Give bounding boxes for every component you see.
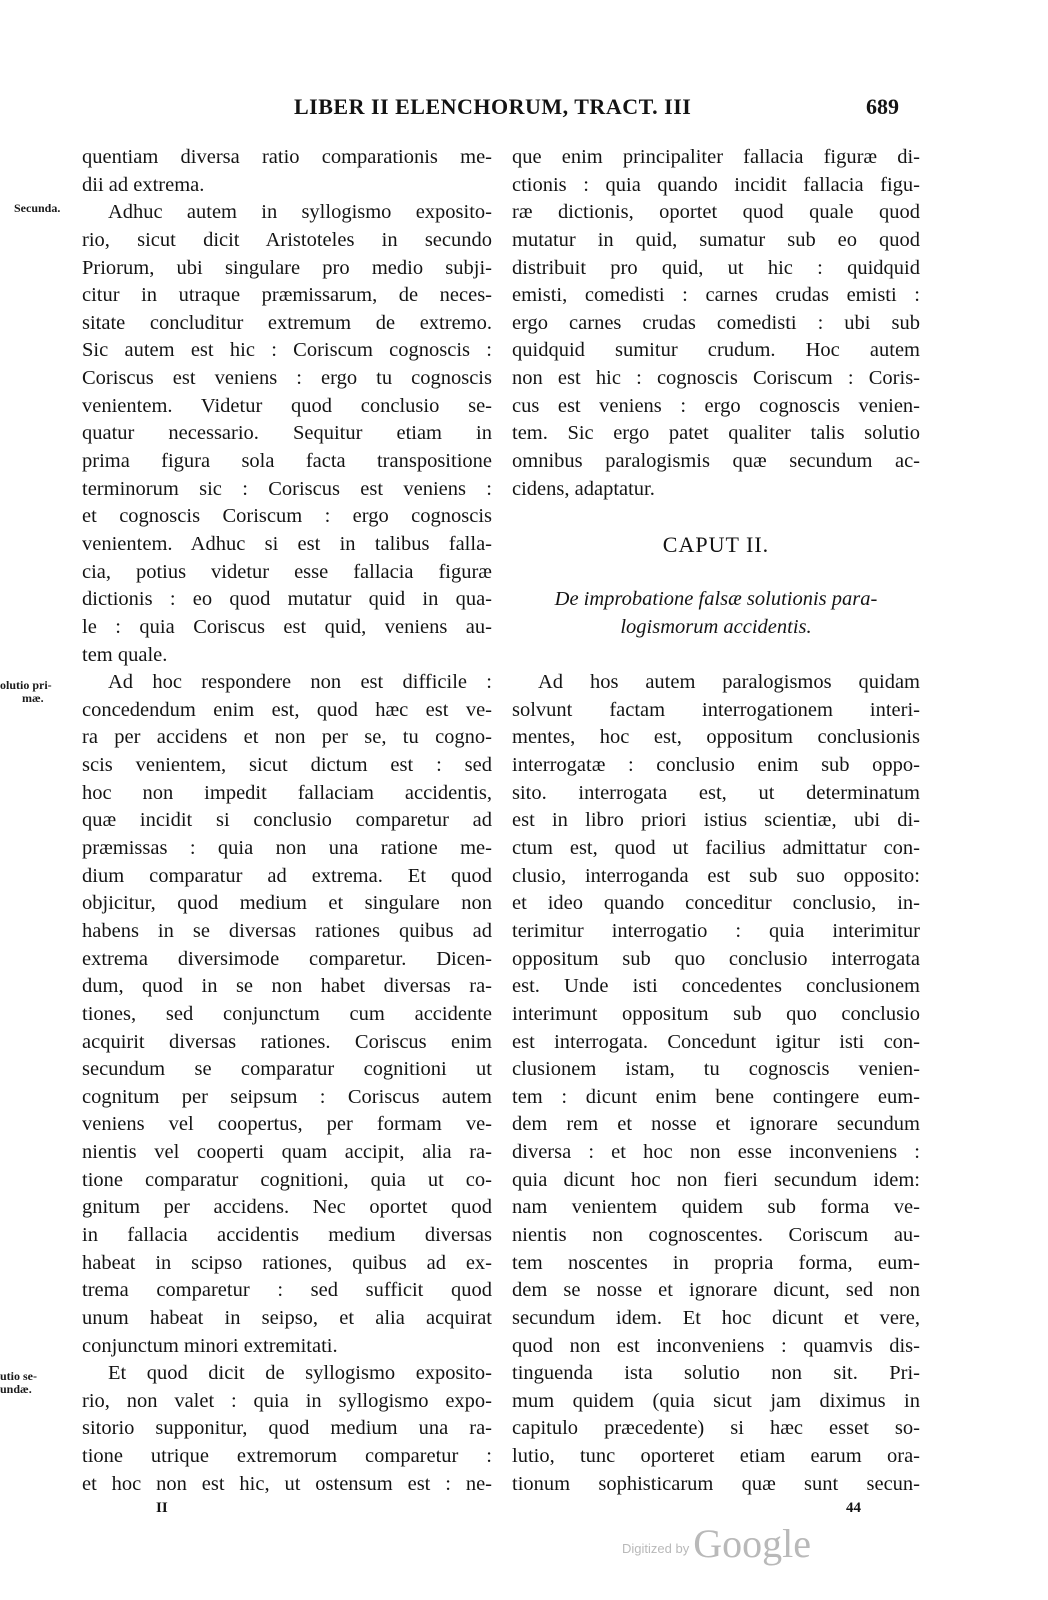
right-column-line: non est hic : cognoscis Coriscum : Coris-	[512, 367, 920, 390]
right-column-line: CAPUT II.	[662, 531, 770, 557]
left-column-line: rio, non valet : quia in syllogismo expo-	[82, 1389, 492, 1412]
left-column-line: rio, sicut dicit Aristoteles in secundo	[82, 228, 492, 251]
sheet-number: 44	[846, 1500, 861, 1516]
right-column-line: logismorum accidentis.	[620, 615, 812, 638]
left-column-line: Et quod dicit de syllogismo exposito-	[108, 1362, 492, 1385]
left-column-line: secundum se comparatur cognitioni ut	[82, 1058, 492, 1081]
right-column-line: tinguenda ista solutio non sit. Pri-	[512, 1362, 920, 1385]
left-column-line: Sic autem est hic : Coriscum cognoscis :	[82, 339, 492, 362]
left-column-line: dii ad extrema.	[82, 173, 205, 196]
left-column-line: venientem. Adhuc si est in talibus falla-	[82, 532, 492, 555]
left-column-line: cognitum per seipsum : Coriscus autem	[82, 1085, 492, 1108]
left-column-line: tiones, sed conjunctum cum accidente	[82, 1002, 492, 1025]
right-column-line: quia dicunt hoc non fieri secundum idem:	[512, 1168, 920, 1191]
right-column-line: est in libro priori istius scientiæ, ubi di-	[512, 809, 920, 832]
right-column-line: est interrogata. Concedunt igitur isti con-	[512, 1030, 920, 1053]
running-title: LIBER II ELENCHORUM, TRACT. III	[294, 94, 692, 119]
left-column-line: et cognoscis Coriscum : ergo cognoscis	[82, 505, 492, 528]
left-column-line: sitate concluditur extremum de extremo.	[82, 311, 492, 334]
left-column-line: tem quale.	[82, 643, 168, 666]
right-column-line: ergo carnes crudas comedisti : ubi sub	[512, 311, 920, 334]
right-column-line: sito. interrogata est, ut determinatum	[512, 781, 920, 804]
left-column-line: quentiam diversa ratio comparationis me-	[82, 146, 492, 168]
signature-mark: II	[156, 1500, 168, 1516]
right-column-line: diversa : et hoc non esse inconveniens :	[512, 1141, 920, 1164]
left-column-line: scis venientem, sicut dictum est : sed	[82, 754, 492, 777]
right-column-line: mentes, hoc est, oppositum conclusionis	[512, 726, 920, 749]
left-column-line: concedendum enim est, quod hæc est ve-	[82, 698, 492, 721]
right-column-line: tem. Sic ergo patet qualiter talis solutio	[512, 422, 920, 445]
right-column-line: ctionis : quia quando incidit fallacia figu-	[512, 173, 920, 196]
marginal-note-solutio-prima: olutio pri- mæ.	[0, 678, 52, 705]
right-column-line: tem : dicunt enim bene contingere eum-	[512, 1085, 920, 1108]
text-column-left	[82, 144, 492, 1498]
right-column-line: Ad hos autem paralogismos quidam	[538, 671, 920, 694]
right-column-line: cidens, adaptatur.	[512, 477, 655, 500]
right-column-line: et ideo quando conceditur conclusio, in-	[512, 892, 920, 915]
right-column-line: est. Unde isti concedentes conclusionem	[512, 975, 920, 998]
left-column-line: nientis vel cooperti quam accipit, alia ra-	[82, 1141, 492, 1164]
right-column-line: mutatur in quid, sumatur sub eo quod	[512, 228, 920, 251]
right-column-line: nam venientem quidem sub forma ve-	[512, 1196, 920, 1219]
right-column-line: De improbatione falsæ solutionis para-	[554, 588, 878, 611]
left-column-line: in fallacia accidentis medium diversas	[82, 1223, 492, 1246]
right-column-line: secundum idem. Et hoc dicunt et vere,	[512, 1306, 920, 1329]
text-column-right	[512, 144, 920, 1498]
right-column-line: que enim principaliter fallacia figuræ di-	[512, 146, 920, 168]
left-column-line: Adhuc autem in syllogismo exposito-	[108, 201, 492, 224]
left-column-line: habeat in scipso rationes, quibus ad ex-	[82, 1251, 492, 1274]
left-column-line: tione comparatur cognitioni, quia ut co-	[82, 1168, 492, 1191]
left-column-line: præmissas : quia non una ratione me-	[82, 837, 492, 860]
left-column-line: extrema diversimode comparetur. Dicen-	[82, 947, 492, 970]
right-column-line: ctum est, quod ut facilius admittatur con-	[512, 837, 920, 860]
right-column-line: lutio, tunc oporteret etiam earum ora-	[512, 1445, 920, 1468]
watermark-text: Digitized by	[622, 1541, 690, 1556]
left-column-line: Coriscus est veniens : ergo tu cognoscis	[82, 367, 492, 390]
page-number: 689	[866, 94, 899, 119]
right-column-line: solvunt factam interrogationem interi-	[512, 698, 920, 721]
right-column-line: nientis non cognoscentes. Coriscum au-	[512, 1223, 920, 1246]
right-column-line: terimitur interrogatio : quia interimitur	[512, 919, 920, 942]
right-column-line: emisti, comedisti : carnes crudas emisti :	[512, 284, 920, 307]
left-column-line: cia, potius videtur esse fallacia figuræ	[82, 560, 492, 583]
right-column-line: tem noscentes in propria forma, eum-	[512, 1251, 920, 1274]
left-column-line: dum, quod in se non habet diversas ra-	[82, 975, 492, 998]
right-column-line: tionum sophisticarum quæ sunt secun-	[512, 1472, 920, 1495]
running-head	[0, 94, 1048, 124]
left-column-line: citur in utraque præmissarum, de neces-	[82, 284, 492, 307]
right-column-line: oppositum sub quo conclusio interrogata	[512, 947, 920, 970]
right-column-line: clusionem istam, tu cognoscis venien-	[512, 1058, 920, 1081]
left-column-line: et hoc non est hic, ut ostensum est : ne-	[82, 1472, 492, 1495]
left-column-line: le : quia Coriscus est quid, veniens au-	[82, 615, 492, 638]
left-column-line: venientem. Videtur quod conclusio se-	[82, 394, 492, 417]
right-column-spacer	[512, 503, 920, 531]
right-column-line: dem se nosse et ignorare dicunt, sed non	[512, 1279, 920, 1302]
left-column-line: habens in se diversas rationes quibus ad	[82, 919, 492, 942]
left-column-line: acquirit diversas rationes. Coriscus enim	[82, 1030, 492, 1053]
left-column-line: sitorio supponitur, quod medium una ra-	[82, 1417, 492, 1440]
left-column-line: trema comparetur : sed sufficit quod	[82, 1279, 492, 1302]
marginal-note-secunda: Secunda.	[14, 201, 61, 215]
left-column-line: dium comparatur ad extrema. Et quod	[82, 864, 492, 887]
left-column-line: terminorum sic : Coriscus est veniens :	[82, 477, 492, 500]
left-column-line: unum habeat in seipso, et alia acquirat	[82, 1306, 492, 1329]
marginal-note-solutio-secunda: utio se- undæ.	[0, 1369, 37, 1396]
left-column-line: quæ incidit si conclusio comparetur ad	[82, 809, 492, 832]
google-logo: Google	[693, 1521, 811, 1566]
left-column-line: prima figura sola facta transpositione	[82, 450, 492, 473]
left-column-line: dictionis : eo quod mutatur quid in qua-	[82, 588, 492, 611]
left-column-line: ra per accidens et non per se, tu cogno-	[82, 726, 492, 749]
left-column-line: objicitur, quod medium et singulare non	[82, 892, 492, 915]
right-column-spacer	[512, 642, 920, 670]
left-column-line: tione utrique extremorum comparetur :	[82, 1445, 492, 1468]
right-column-line: cus est veniens : ergo cognoscis venien-	[512, 394, 920, 417]
right-column-line: dem rem et nosse et ignorare secundum	[512, 1113, 920, 1136]
right-column-spacer	[512, 559, 920, 587]
right-column-line: omnibus paralogismis quæ secundum ac-	[512, 450, 920, 473]
right-column-line: clusio, interroganda est sub suo opposito:	[512, 864, 920, 887]
right-column-line: mum quidem (quia sicut jam diximus in	[512, 1389, 920, 1412]
left-column-line: Ad hoc respondere non est difficile :	[108, 671, 492, 694]
left-column-line: conjunctum minori extremitati.	[82, 1334, 338, 1357]
left-column-line: veniens vel coopertus, per formam ve-	[82, 1113, 492, 1136]
right-column-line: distribuit pro quid, ut hic : quidquid	[512, 256, 920, 279]
digitized-watermark	[622, 1520, 811, 1567]
left-column-line: quatur necessario. Sequitur etiam in	[82, 422, 492, 445]
right-column-line: interimunt oppositum sub quo conclusio	[512, 1002, 920, 1025]
right-column-line: quod non est inconveniens : quamvis dis-	[512, 1334, 920, 1357]
left-column-line: hoc non impedit fallaciam accidentis,	[82, 781, 492, 804]
right-column-line: interrogatæ : conclusio enim sub oppo-	[512, 754, 920, 777]
right-column-line: ræ dictionis, oportet quod quale quod	[512, 201, 920, 224]
right-column-line: capitulo præcedente) si hæc esset so-	[512, 1417, 920, 1440]
right-column-line: quidquid sumitur crudum. Hoc autem	[512, 339, 920, 362]
left-column-line: gnitum per accidens. Nec oportet quod	[82, 1196, 492, 1219]
left-column-line: Priorum, ubi singulare pro medio subji-	[82, 256, 492, 279]
